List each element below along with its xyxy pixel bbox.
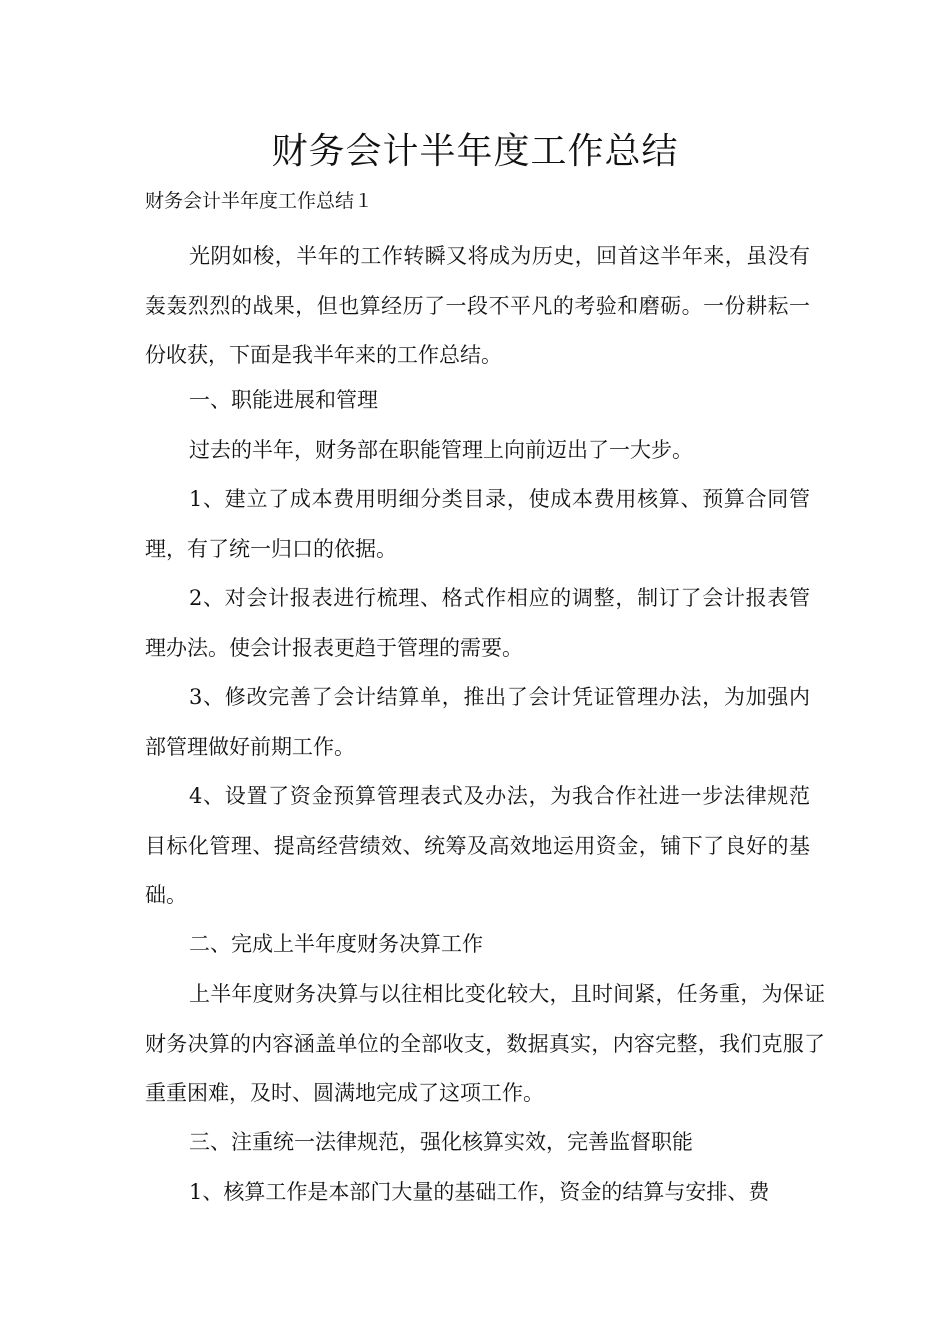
section-heading-1: 一、职能进展和管理 <box>189 388 378 412</box>
list-item: 3、修改完善了会计结算单，推出了会计凭证管理办法，为加强内部管理做好前期工作。 <box>145 685 810 759</box>
paragraph: 上半年度财务决算与以往相比变化较大，且时间紧，任务重，为保证财务决算的内容涵盖单位的全部收支，数据真实，内容完整，我们克服了重重困难，及时、圆满地完成了这项工作。 <box>145 982 825 1105</box>
paragraph: 过去的半年，财务部在职能管理上向前迈出了一大步。 <box>189 438 693 462</box>
section-heading-3: 三、注重统一法律规范，强化核算实效，完善监督职能 <box>189 1130 693 1154</box>
document-title: 财务会计半年度工作总结 <box>271 131 679 172</box>
section-heading-2: 二、完成上半年度财务决算工作 <box>189 932 483 956</box>
list-item: 4、设置了资金预算管理表式及办法，为我合作社进一步法律规范目标化管理、提高经营绩效、统筹及高效地运用资金，铺下了良好的基础。 <box>145 784 810 907</box>
list-item: 2、对会计报表进行梳理、格式作相应的调整，制订了会计报表管理办法。使会计报表更趋于管理的需要。 <box>145 586 810 660</box>
list-item: 1、核算工作是本部门大量的基础工作，资金的结算与安排、费 <box>189 1180 770 1204</box>
list-item: 1、建立了成本费用明细分类目录，使成本费用核算、预算合同管理，有了统一归口的依据。 <box>145 487 810 561</box>
paragraph-intro: 光阴如梭，半年的工作转瞬又将成为历史，回首这半年来，虽没有轰轰烈烈的战果，但也算经历了一段不平凡的考验和磨砺。一份耕耘一份收获，下面是我半年来的工作总结。 <box>145 244 810 367</box>
document-subtitle: 财务会计半年度工作总结１ <box>145 190 374 212</box>
